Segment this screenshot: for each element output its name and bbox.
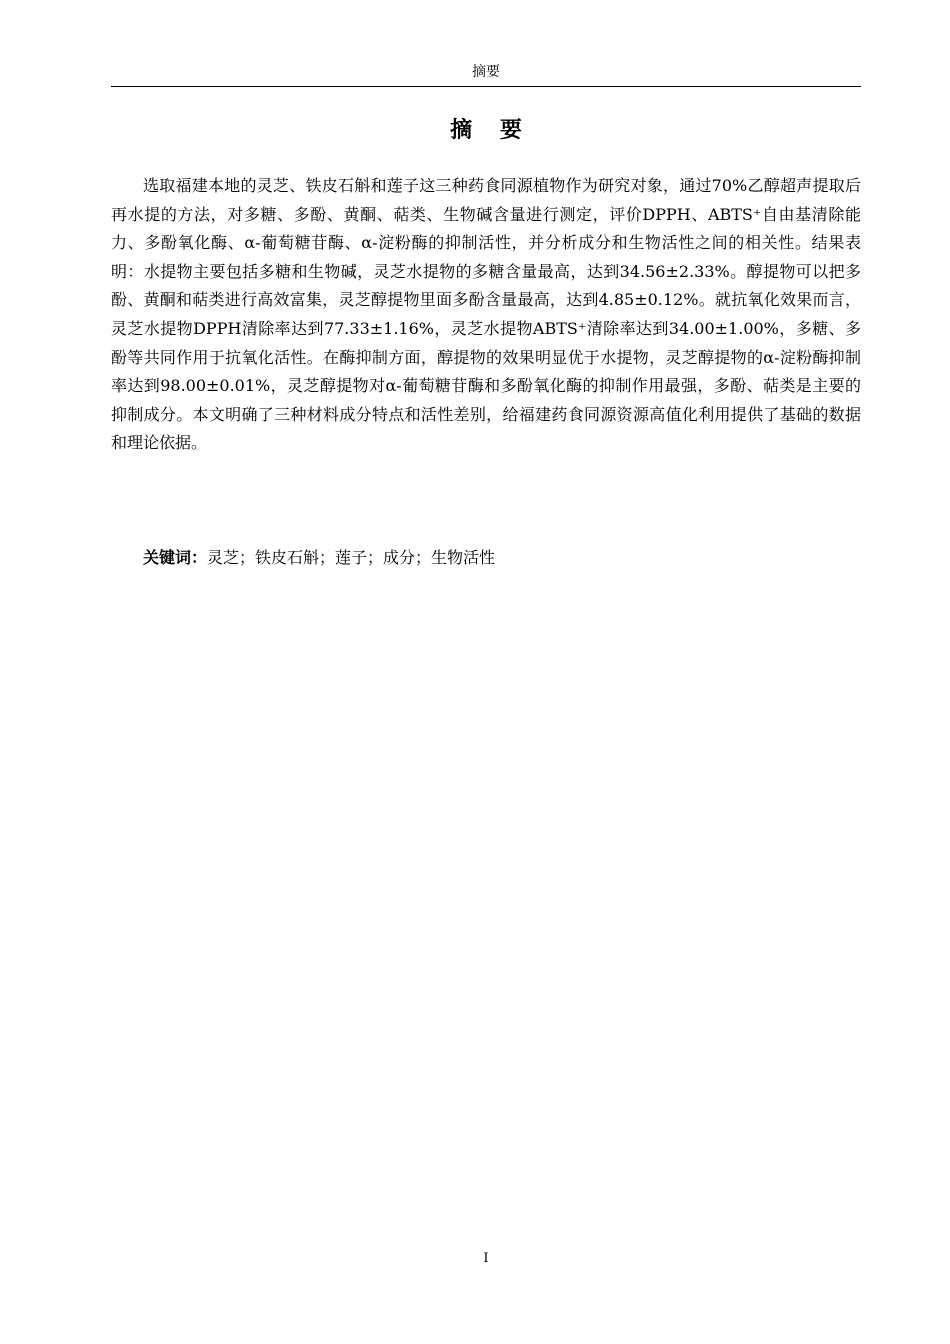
abstract-title: 摘 要: [450, 118, 532, 143]
abstract-paragraph: 选取福建本地的灵芝、铁皮石斛和莲子这三种药食同源植物作为研究对象，通过70%乙醇超声提取后再水提的方法，对多糖、多酚、黄酮、萜类、生物碱含量进行测定，评价DPPH、ABTS⁺自由基清除能力、多酚氧化酶、α-葡萄糖苷酶、α-淀粉酶的抑制活性，并分析成分和生物活性之间的相关性。结果表明：水提物主要包括多糖和生物碱，灵芝水提物的多糖含量最高，达到34.56±2.33%。醇提物可以把多酚、黄酮和萜类进行高效富集，灵芝醇提物里面多酚含量最高，达到4.85±0.12%。就抗氧化效果而言，灵芝水提物DPPH清除率达到77.33±1.16%，灵芝水提物ABTS⁺清除率达到34.00±1.00%，多糖、多酚等共同作用于抗氧化活性。在酶抑制方面，醇提物的效果明显优于水提物，灵芝醇提物的α-淀粉酶抑制率达到98.00±0.01%，灵芝醇提物对α-葡萄糖苷酶和多酚氧化酶的抑制作用最强，多酚、萜类是主要的抑制成分。本文明确了三种材料成分特点和活性差别，给福建药食同源资源高值化利用提供了基础的数据和理论依据。: [111, 176, 861, 453]
keywords-label: 关键词：: [143, 548, 208, 567]
running-header: 摘要: [472, 64, 500, 80]
keywords-text: 灵芝；铁皮石斛；莲子；成分；生物活性: [207, 548, 496, 567]
keywords-line: [111, 544, 861, 572]
header-rule: [111, 86, 861, 87]
page-number: I: [483, 1251, 489, 1266]
